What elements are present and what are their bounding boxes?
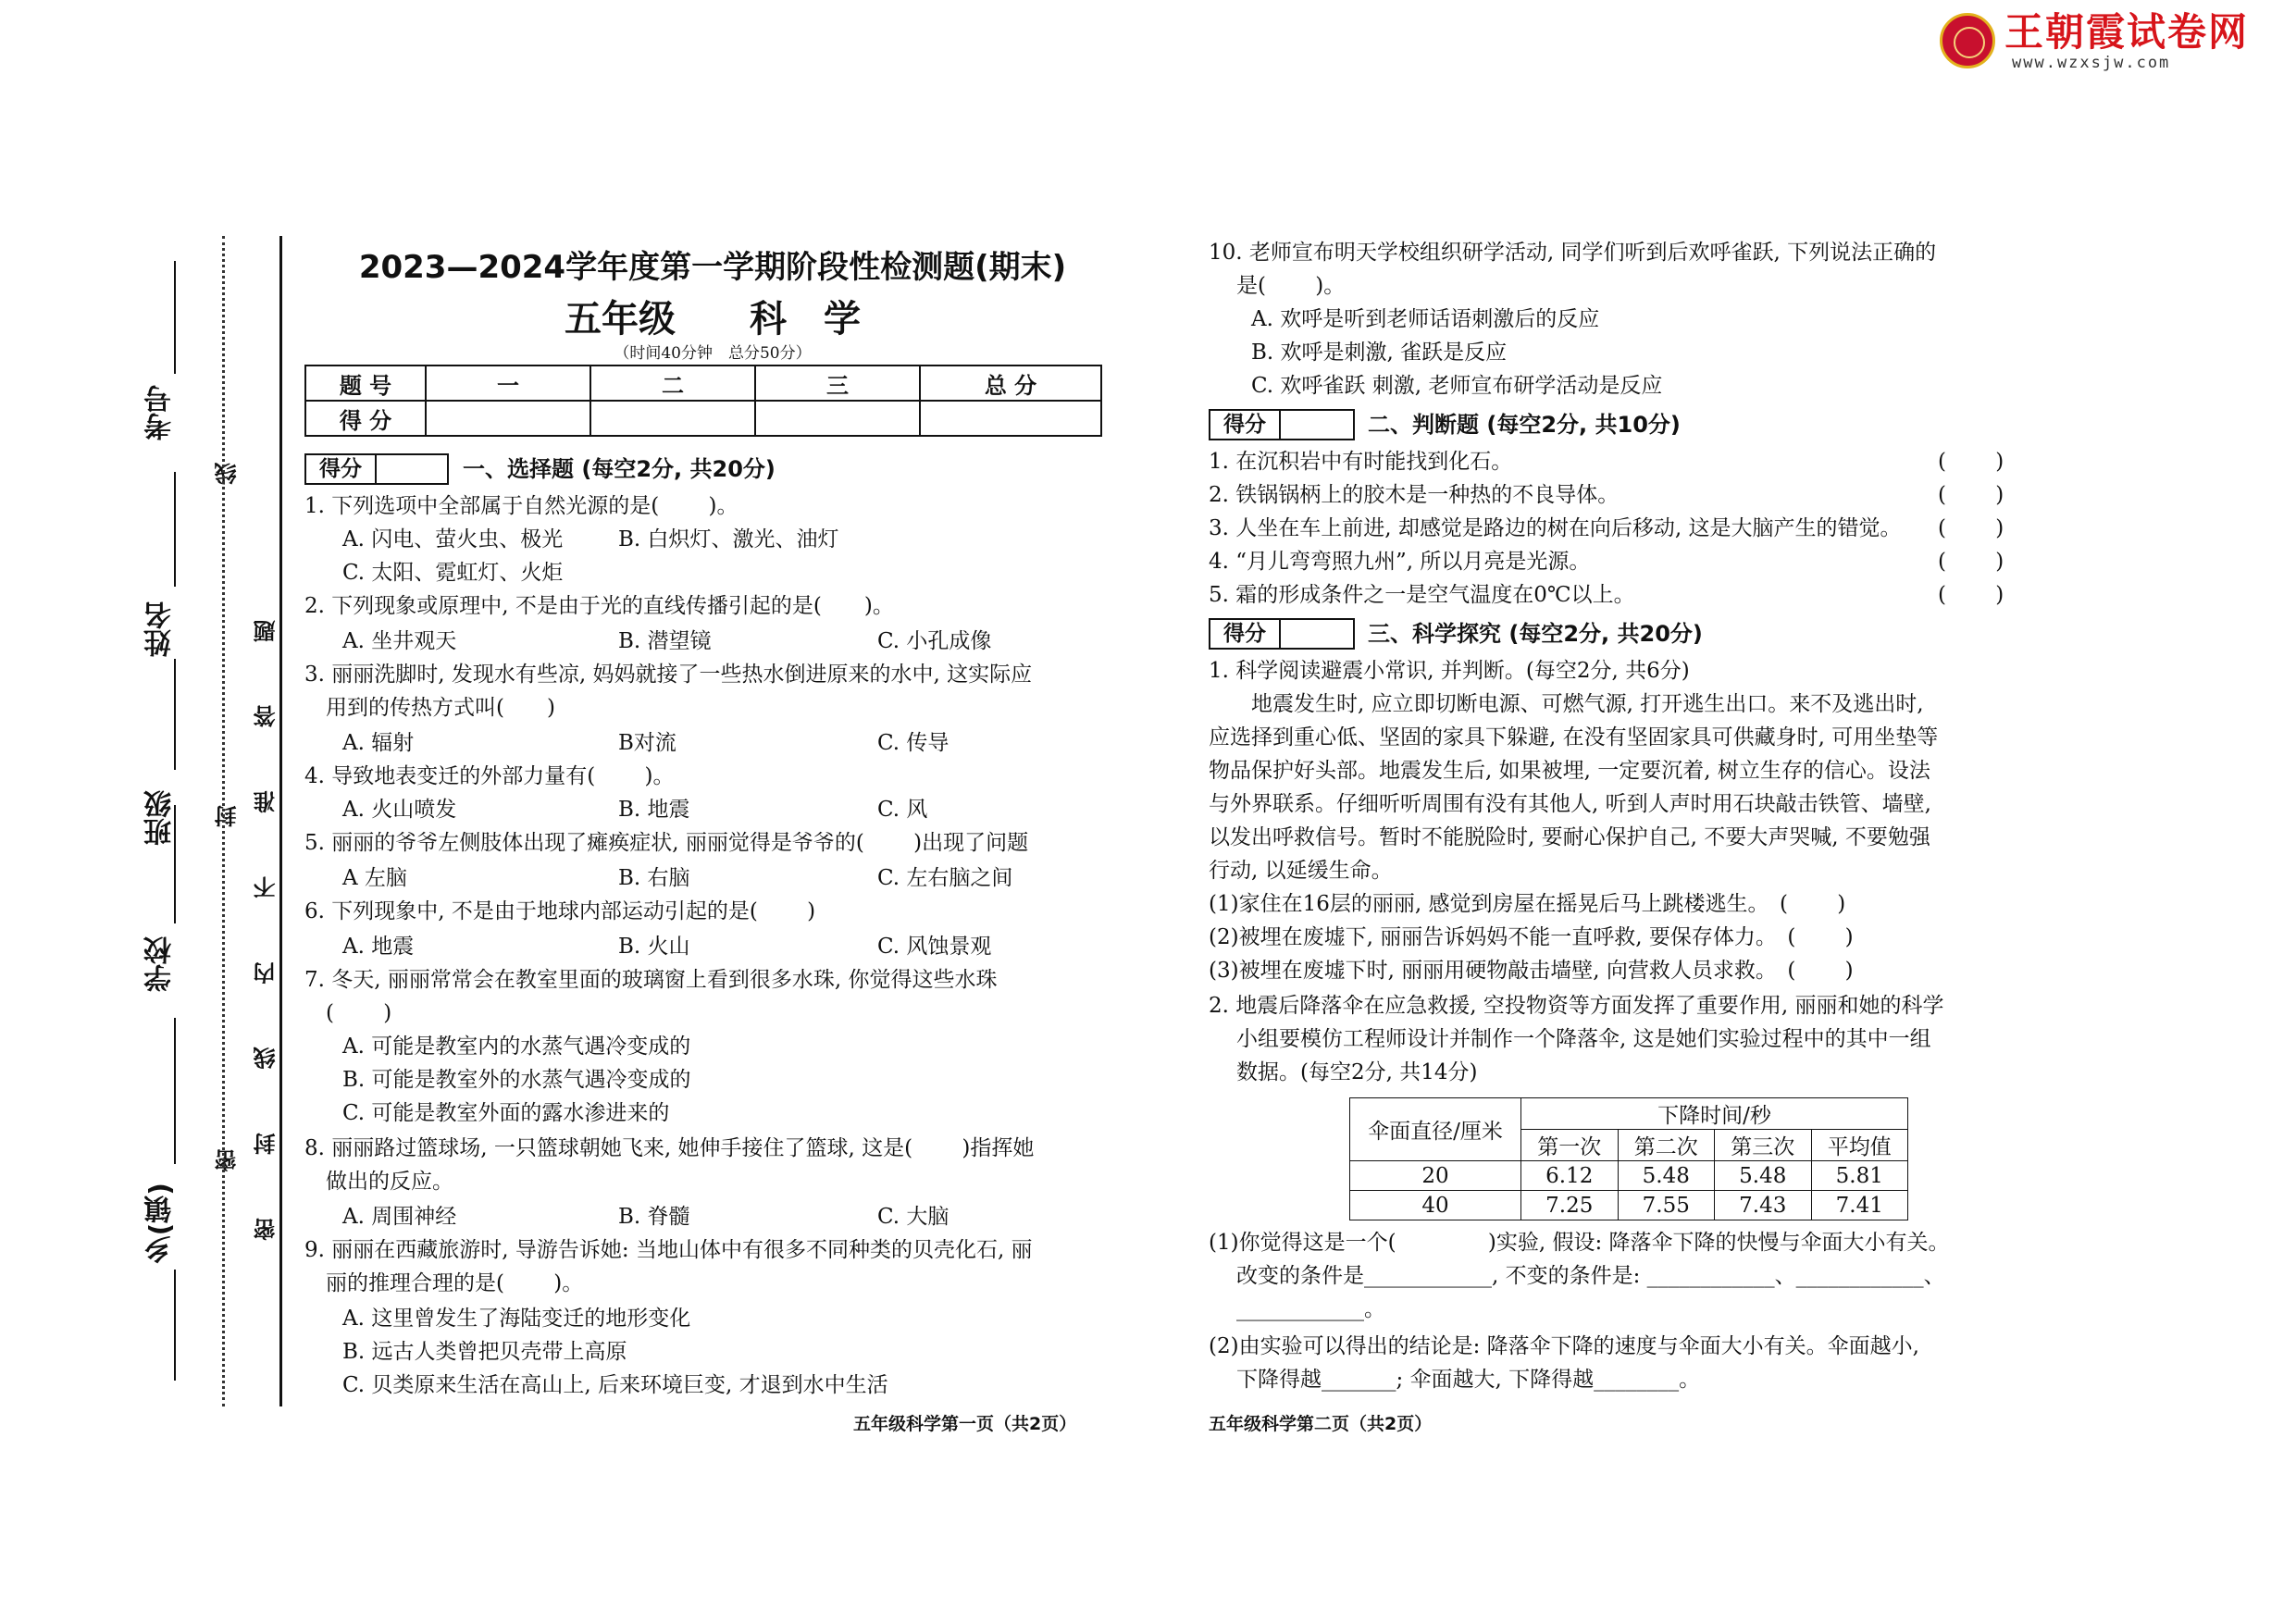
q6-stem: 6. 下列现象中, 不是由于地球内部运动引起的是( ) [304,899,816,923]
q2-stem: 2. 下列现象或原理中, 不是由于光的直线传播引起的是( )。 [304,594,894,618]
q3-option-c: C. 传导 [877,731,949,755]
section3-score-label: 得分 [1210,620,1281,648]
q3-stem: 3. 丽丽洗脚时, 发现水有些凉, 妈妈就接了一些热水倒进原来的水中, 这实际应 [304,663,1033,687]
judge-answer-3[interactable]: ( ) [1938,516,2004,540]
table-cell: 5.48 [1618,1161,1715,1191]
score-row-label: 得 分 [305,401,426,436]
q9-option-b: B. 远古人类曾把贝壳带上高原 [342,1340,627,1364]
q5-option-a: A 左脑 [342,866,407,890]
score-head-label: 题 号 [305,365,426,401]
q10-option-a: A. 欢呼是听到老师话语刺激后的反应 [1251,307,1600,331]
exam-title: 2023—2024学年度第一学期阶段性检测题(期末) [358,249,1067,286]
q8-option-b: B. 脊髓 [618,1205,690,1229]
judge-answer-4[interactable]: ( ) [1938,550,2004,574]
exam-no-blank[interactable] [174,261,176,374]
q2-option-b: B. 潜望镜 [618,629,712,653]
score-head-1: 一 [426,365,590,401]
class-blank[interactable] [174,659,176,770]
q9-stem: 9. 丽丽在西藏旅游时, 导游告诉她: 当地山体中有很多不同种类的贝壳化石, 丽 [304,1238,1033,1262]
table-group-head: 下降时间/秒 [1521,1098,1908,1130]
section3-score-box[interactable] [1209,618,1355,650]
table-sub-head: 平均值 [1811,1130,1908,1161]
table-cell: 7.43 [1715,1191,1812,1220]
table-cell: 7.41 [1811,1191,1908,1220]
score-cell-1[interactable] [426,401,590,436]
judge-item-2: 2. 铁锅锅柄上的胶木是一种热的不良导体。 [1209,483,1620,507]
s3-q2-part2-blanks: 下降得越_______; 伞面越大, 下降得越________。 [1236,1368,1701,1392]
s3-reading-line-2: 应选择到重心低、坚固的家具下躲避, 在没有坚固家具可供藏身时, 可用坐垫等 [1209,725,1939,750]
section1-score-box[interactable] [304,453,449,485]
q5-option-c: C. 左右脑之间 [877,866,1013,890]
q10-stem-cont: 是( )。 [1236,274,1346,298]
label-town: 乡(镇) [144,1183,177,1264]
judge-item-4: 4. “月儿弯弯照九州”, 所以月亮是光源。 [1209,550,1591,574]
score-head-3: 三 [755,365,920,401]
q3-stem-cont: 用到的传热方式叫( ) [326,696,555,720]
table-cell-diameter: 20 [1350,1161,1521,1191]
s3-judge-3: (3)被埋在废墟下时, 丽丽用硬物敲击墙壁, 向营救人员求救。 ( ) [1209,959,1854,983]
judge-item-1: 1. 在沉积岩中有时能找到化石。 [1209,450,1513,474]
s3-reading-line-5: 以发出呼救信号。暂时不能脱险时, 要耐心保护自己, 不要大声哭喊, 不要勉强 [1209,825,1930,849]
q7-option-b: B. 可能是教室外的水蒸气遇冷变成的 [342,1068,691,1092]
table-cell: 7.55 [1618,1191,1715,1220]
q8-stem-cont: 做出的反应。 [326,1170,453,1194]
section1-score-label: 得分 [306,455,377,483]
score-cell-3[interactable] [755,401,920,436]
q4-stem: 4. 导致地表变迁的外部力量有( )。 [304,764,675,788]
q4-option-c: C. 风 [877,798,928,822]
table-col-diameter: 伞面直径/厘米 [1350,1098,1521,1161]
logo-title: 王朝霞试卷网 [2004,9,2250,55]
judge-answer-2[interactable]: ( ) [1938,483,2004,507]
exam-note: （时间40分钟 总分50分） [614,344,812,363]
table-cell: 5.48 [1715,1161,1812,1191]
label-exam-no: 考号 [144,385,177,440]
q4-option-b: B. 地震 [618,798,690,822]
section3-title: 三、科学探究 (每空2分, 共20分) [1368,621,1703,647]
name-blank[interactable] [174,472,176,587]
q10-option-b: B. 欢呼是刺激, 雀跃是反应 [1251,341,1508,365]
section2-score-box[interactable] [1209,409,1355,440]
table-sub-head: 第二次 [1618,1130,1715,1161]
section2-score-label: 得分 [1210,411,1281,439]
s3-reading-line-3: 物品保护好头部。地震发生后, 如果被埋, 一定要沉着, 树立生存的信心。设法 [1209,759,1930,783]
q2-option-a: A. 坐井观天 [342,629,457,653]
score-cell-2[interactable] [590,401,755,436]
logo-emblem-icon [1940,13,1995,68]
q6-option-b: B. 火山 [618,935,690,959]
q10-stem: 10. 老师宣布明天学校组织研学活动, 同学们听到后欢呼雀跃, 下列说法正确的 [1209,241,1937,265]
footer-page-1: 五年级科学第一页（共2页） [853,1414,1077,1434]
s3-reading-line-1: 地震发生时, 应立即切断电源、可燃气源, 打开逃生出口。来不及逃出时, [1251,692,1924,716]
q3-option-a: A. 辐射 [342,731,415,755]
logo-url: www.wzxsjw.com [2012,54,2171,72]
score-head-total: 总 分 [920,365,1101,401]
q5-option-b: B. 右脑 [618,866,690,890]
s3-q2-part1: (1)你觉得这是一个( )实验, 假设: 降落伞下降的快慢与伞面大小有关。 [1209,1231,1950,1255]
site-logo [1940,9,2282,72]
q2-option-c: C. 小孔成像 [877,629,992,653]
q9-option-a: A. 这里曾发生了海陆变迁的地形变化 [342,1307,691,1331]
section1-title: 一、选择题 (每空2分, 共20分) [463,456,776,482]
q7-stem-cont: ( ) [326,1001,392,1025]
s3-q2-stem-cont: 小组要模仿工程师设计并制作一个降落伞, 这是她们实验过程中的其中一组 [1236,1027,1931,1051]
table-row [1350,1161,1908,1191]
q1-option-b: B. 白炽灯、激光、油灯 [618,527,839,551]
s3-q2-stem-cont-2: 数据。(每空2分, 共14分) [1236,1060,1478,1084]
s3-reading-line-4: 与外界联系。仔细听听周围有没有其他人, 听到人声时用石块敲击铁管、墙壁, [1209,792,1931,816]
footer-page-2: 五年级科学第二页（共2页） [1209,1414,1433,1434]
table-cell: 5.81 [1811,1161,1908,1191]
town-blank-lower[interactable] [174,1270,176,1381]
q7-option-a: A. 可能是教室内的水蒸气遇冷变成的 [342,1035,691,1059]
score-table [304,365,1102,437]
table-cell: 7.25 [1521,1191,1619,1220]
seal-mark-mi: 密 [215,1146,241,1171]
q6-option-a: A. 地震 [342,935,415,959]
q7-stem: 7. 冬天, 丽丽常常会在教室里面的玻璃窗上看到很多水珠, 你觉得这些水珠 [304,968,998,992]
experiment-table [1349,1097,1908,1220]
table-cell: 6.12 [1521,1161,1619,1191]
judge-answer-5[interactable]: ( ) [1938,583,2004,607]
q8-stem: 8. 丽丽路过篮球场, 一只篮球朝她飞来, 她伸手接住了篮球, 这是( )指挥她 [304,1136,1035,1160]
s3-reading-line-6: 行动, 以延缓生命。 [1209,859,1393,883]
s3-q1-stem: 1. 科学阅读避震小常识, 并判断。(每空2分, 共6分) [1209,659,1690,683]
q9-stem-cont: 丽的推理合理的是( )。 [326,1271,584,1295]
section2-title: 二、判断题 (每空2分, 共10分) [1368,412,1681,438]
s3-q2-stem: 2. 地震后降落伞在应急救援, 空投物资等方面发挥了重要作用, 丽丽和她的科学 [1209,994,1944,1018]
binding-line [279,236,282,1406]
q8-option-a: A. 周围神经 [342,1205,457,1229]
q7-option-c: C. 可能是教室外面的露水渗进来的 [342,1101,670,1125]
judge-item-5: 5. 霜的形成条件之一是空气温度在0℃以上。 [1209,583,1635,607]
q10-option-c: C. 欢呼雀跃 刺激, 老师宣布研学活动是反应 [1251,374,1663,398]
town-blank-upper[interactable] [174,1018,176,1164]
label-class: 班级 [144,790,177,846]
label-name: 姓名 [144,601,177,657]
table-sub-head: 第一次 [1521,1130,1619,1161]
q5-stem: 5. 丽丽的爷爷左侧肢体出现了瘫痪症状, 丽丽觉得是爷爷的( )出现了问题 [304,831,1029,855]
q9-option-c: C. 贝类原来生活在高山上, 后来环境巨变, 才退到水中生活 [342,1373,888,1397]
table-cell-diameter: 40 [1350,1191,1521,1220]
q6-option-c: C. 风蚀景观 [877,935,992,959]
q1-option-a: A. 闪电、萤火虫、极光 [342,527,564,551]
seal-warning: 密 封 线 内 不 准 答 题 [254,592,279,1241]
s3-q2-part1-blank-end: ____________。 [1236,1297,1385,1321]
judge-answer-1[interactable]: ( ) [1938,450,2004,474]
school-blank[interactable] [174,805,176,923]
s3-judge-2: (2)被埋在废墟下, 丽丽告诉妈妈不能一直呼救, 要保存体力。 ( ) [1209,925,1854,949]
table-row [1350,1191,1908,1220]
table-sub-head: 第三次 [1715,1130,1812,1161]
s3-judge-1: (1)家住在16层的丽丽, 感觉到房屋在摇晃后马上跳楼逃生。 ( ) [1209,892,1846,916]
s3-q2-part2: (2)由实验可以得出的结论是: 降落伞下降的速度与伞面大小有关。伞面越小, [1209,1334,1919,1358]
seal-dotted-line [222,236,225,1406]
exam-subtitle: 五年级 科 学 [565,298,861,341]
q8-option-c: C. 大脑 [877,1205,949,1229]
judge-item-3: 3. 人坐在车上前进, 却感觉是路边的树在向后移动, 这是大脑产生的错觉。 [1209,516,1902,540]
q1-stem: 1. 下列选项中全部属于自然光源的是( )。 [304,494,738,518]
label-school: 学校 [144,936,177,992]
seal-mark-xian: 线 [215,459,241,485]
q1-option-c: C. 太阳、霓虹灯、火炬 [342,561,564,585]
s3-q2-part1-blanks: 改变的条件是____________, 不变的条件是: ____________、____________、 [1236,1264,1945,1288]
seal-mark-feng: 封 [215,801,241,827]
score-cell-total[interactable] [920,401,1101,436]
q3-option-b: B对流 [618,731,676,755]
score-head-2: 二 [590,365,755,401]
q4-option-a: A. 火山喷发 [342,798,457,822]
